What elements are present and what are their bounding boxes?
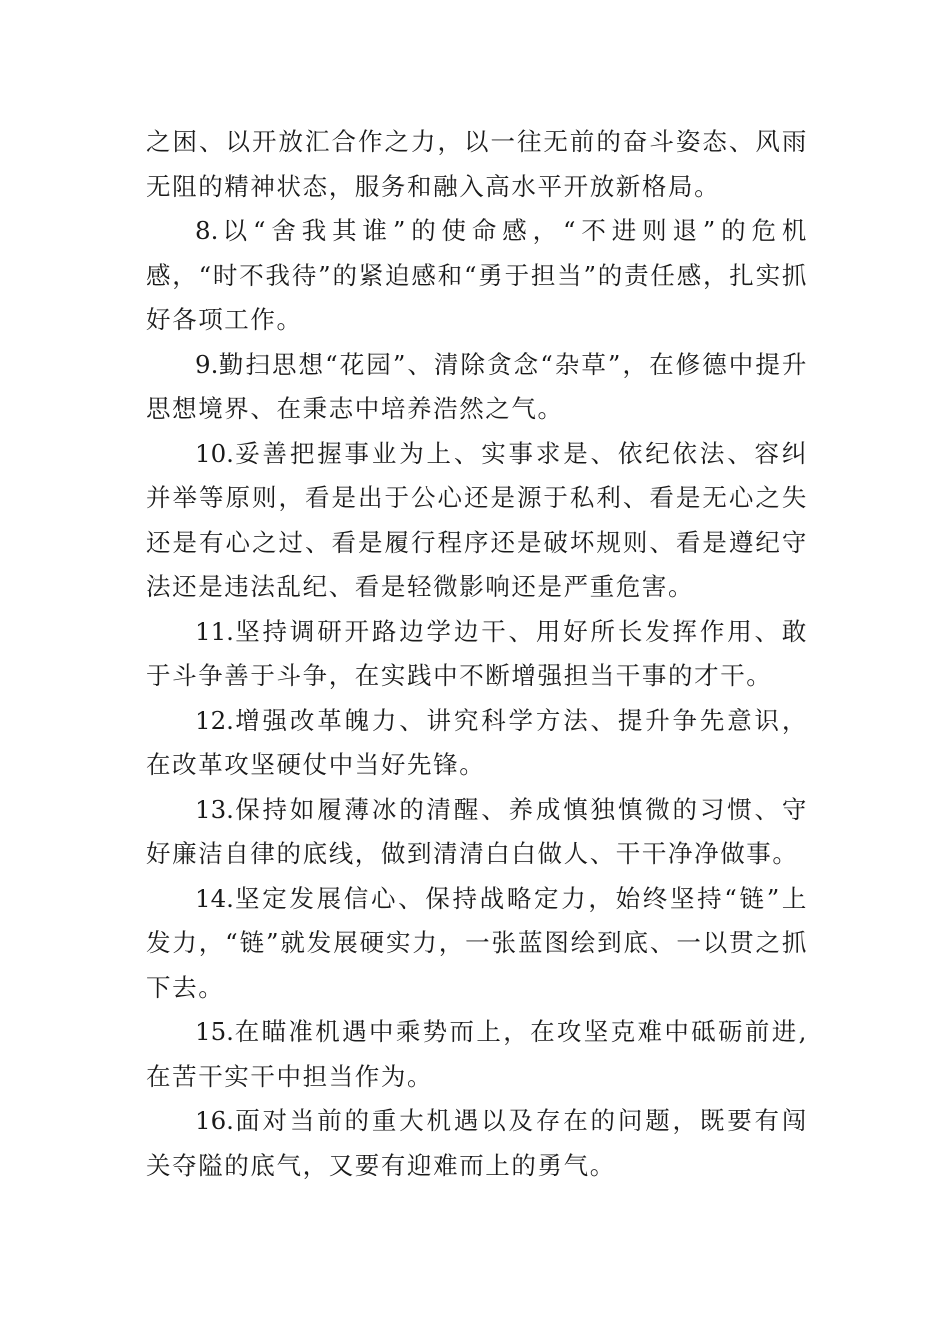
- paragraph-text: 增强改革魄力、讲究科学方法、提升争先意识，在改革攻坚硬仗中当好先锋。: [146, 705, 808, 779]
- paragraph-text: 保持如履薄冰的清醒、养成慎独慎微的习惯、守好廉洁自律的底线，做到清清白白做人、干干净净做事。: [146, 794, 808, 868]
- paragraph-continuation: [146, 120, 808, 209]
- document-body: [146, 120, 808, 1188]
- paragraph-item-15: [146, 1010, 808, 1099]
- item-number: 9.: [195, 349, 219, 379]
- paragraph-text: 面对当前的重大机遇以及存在的问题，既要有闯关夺隘的底气，又要有迎难而上的勇气。: [146, 1106, 808, 1180]
- item-number: 16.: [195, 1106, 234, 1135]
- paragraph-text: 妥善把握事业为上、实事求是、依纪依法、容纠并举等原则，看是出于公心还是源于私利、看是无心之失还是有心之过、看是履行程序还是破坏规则、看是遵纪守法还是违法乱纪、看是轻微影响还是严重危害。: [146, 438, 808, 601]
- paragraph-item-8: [146, 209, 808, 343]
- paragraph-text: 在瞄准机遇中乘势而上，在攻坚克难中砥砺前进,在苦干实干中担当作为。: [146, 1017, 808, 1091]
- paragraph-item-11: [146, 610, 808, 699]
- item-number: 8.: [195, 216, 219, 245]
- item-number: 10.: [195, 438, 234, 468]
- paragraph-text: 坚定发展信心、保持战略定力，始终坚持“链”上发力，“链”就发展硬实力，一张蓝图绘到底、一以贯之抓下去。: [146, 883, 808, 1002]
- item-number: 12.: [195, 705, 234, 735]
- paragraph-item-10: [146, 432, 808, 610]
- paragraph-text: 以“舍我其谁”的使命感，“不进则退”的危机感，“时不我待”的紧迫感和“勇于担当”的责任感，扎实抓好各项工作。: [146, 216, 808, 334]
- item-number: 13.: [195, 794, 234, 824]
- paragraph-text: 之困、以开放汇合作之力，以一往无前的奋斗姿态、风雨无阻的精神状态，服务和融入高水平开放新格局。: [146, 127, 808, 201]
- paragraph-item-16: [146, 1099, 808, 1188]
- item-number: 11.: [195, 616, 234, 646]
- item-number: 15.: [195, 1017, 234, 1046]
- paragraph-text: 勤扫思想“花园”、清除贪念“杂草”，在修德中提升思想境界、在秉志中培养浩然之气。: [146, 349, 808, 423]
- paragraph-item-9: [146, 343, 808, 432]
- item-number: 14.: [195, 883, 234, 913]
- paragraph-item-13: [146, 788, 808, 877]
- paragraph-text: 坚持调研开路边学边干、用好所长发挥作用、敢于斗争善于斗争，在实践中不断增强担当干事的才干。: [146, 616, 808, 690]
- paragraph-item-14: [146, 877, 808, 1011]
- paragraph-item-12: [146, 699, 808, 788]
